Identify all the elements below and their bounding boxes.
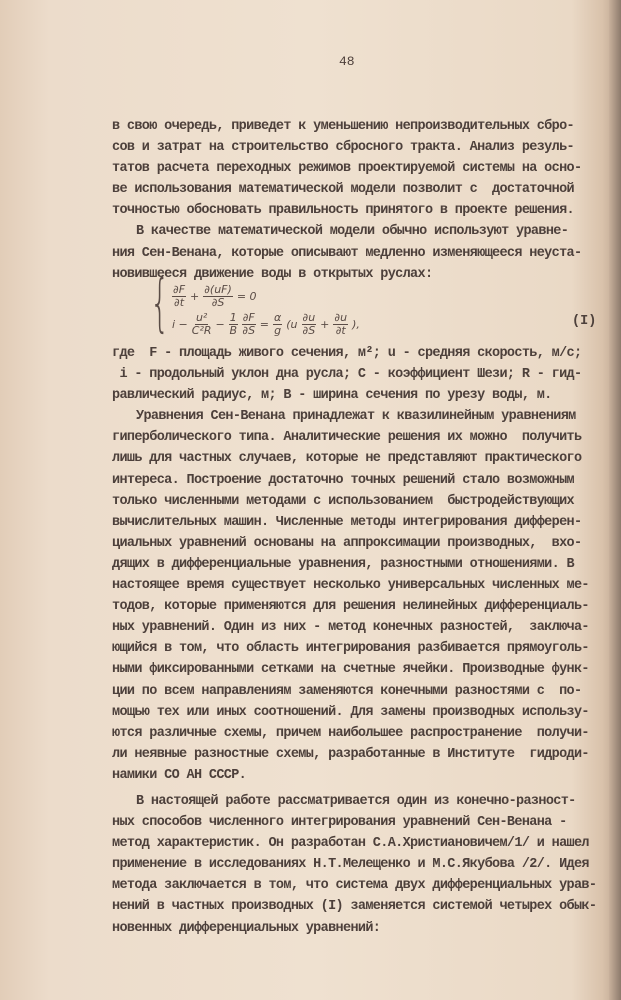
text-line: мощью тех или иных соотношений. Для замены производных использу- [112, 704, 589, 720]
text-line: гиперболического типа. Аналитические решения их можно получить [112, 430, 582, 446]
text-line: в свою очередь, приведет к уменьшению непроизводительных сбро- [112, 119, 574, 134]
frac-num: α [273, 311, 282, 324]
frac-num: ∂u [334, 311, 348, 324]
text-line: В настоящей работе рассматривается один из конечно-разност- [136, 794, 576, 809]
text-line: настоящее время существует несколько универсальных численных ме- [112, 578, 589, 594]
scan-edge-shadow [609, 0, 621, 1000]
text-line: точностью обосновать правильность принятого в проекте решения. [112, 203, 574, 219]
frac-den: C²R [191, 324, 212, 337]
frac-den: ∂S [302, 324, 316, 337]
frac-num: ∂F [242, 311, 255, 324]
text-line: где F - площадь живого сечения, м²; u - средняя скорость, м/с; [112, 346, 582, 361]
equation-brace: { [150, 266, 170, 339]
frac-den: ∂S [242, 324, 256, 337]
text-line: татов расчета переходных режимов проектируемой системы на осно- [112, 161, 582, 177]
term: (u [286, 318, 298, 331]
text-line: метод характеристик. Он разработан С.А.Христиановичем/1/ и нашел [112, 836, 589, 852]
equation-momentum [172, 312, 360, 337]
equation-continuity [172, 284, 257, 309]
operator: + [320, 318, 330, 331]
page-number: 48 [339, 54, 355, 69]
text-line: i - продольный уклон дна русла; C - коэффициент Шези; R - гид- [112, 367, 582, 383]
text-line: метода заключается в том, что система двух дифференциальных урав- [112, 878, 597, 894]
text-line: вычислительных машин. Численные методы интегрирования дифферен- [112, 514, 582, 530]
paragraph-block-main [112, 343, 602, 786]
frac-num: u² [195, 311, 208, 324]
text-line: ных уравнений. Один из них - метод конечных разностей, заключа- [112, 620, 589, 636]
rhs: = 0 [236, 290, 257, 303]
text-line: В качестве математической модели обычно используют уравне- [136, 224, 569, 240]
operator: + [190, 290, 200, 303]
text-line: намики СО АН СССР. [112, 767, 247, 783]
text-line: ются различные схемы, причем наибольшее распространение получи- [112, 725, 589, 741]
text-line: ли неявные разностные схемы, разработанные в Институте гидроди- [112, 746, 589, 762]
frac-den: ∂t [335, 324, 346, 337]
frac-den: B [229, 324, 237, 337]
frac-den: ∂S [211, 296, 225, 309]
operator: = [259, 318, 269, 331]
term: i − [172, 318, 188, 331]
frac-den: g [274, 324, 282, 337]
text-line: интереса. Построение достаточно точных решений стало возможным [112, 472, 574, 488]
text-line: Уравнения Сен-Венана принадлежат к квазилинейным уравнениям [136, 409, 576, 425]
text-line: ющийся в том, что область интегрирования разбивается прямоуголь- [112, 641, 589, 657]
text-line: нений в частных производных (I) заменяется системой четырех обык- [112, 899, 597, 915]
text-line: только численными методами с использованием быстродействующих [112, 493, 574, 509]
operator: − [215, 318, 225, 331]
text-line: сов и затрат на строительство сбросного тракта. Анализ резуль- [112, 140, 574, 156]
term: ), [352, 318, 360, 331]
frac-num: 1 [229, 311, 237, 324]
text-line: ции по всем направлениям заменяются конечными разностями с по- [112, 683, 582, 699]
frac-num: ∂u [302, 311, 316, 324]
frac-num: ∂F [173, 283, 186, 296]
frac-den: ∂t [174, 296, 185, 309]
text-line: ными фиксированными сетками на счетные ячейки. Производные функ- [112, 662, 589, 678]
text-line: лишь для частных случаев, которые не представляют практического [112, 451, 582, 467]
equation-number: (I) [572, 314, 597, 329]
text-line: тодов, которые применяются для решения нелинейных дифференциаль- [112, 599, 589, 615]
text-line: ве использования математической модели позволит с достаточной [112, 182, 574, 198]
frac-num: ∂(uF) [204, 283, 232, 296]
text-line: дящих в дифференциальные уравнения, разностными отношениями. В [112, 556, 574, 572]
text-line: новенных дифференциальных уравнений: [112, 920, 381, 936]
paragraph-block-intro [112, 116, 602, 285]
text-line: применение в исследованиях Н.Т.Мелещенко и М.С.Якубова /2/. Идея [112, 857, 589, 873]
text-line: циальных уравнений основаны на аппроксимации производных, вхо- [112, 535, 582, 551]
text-line: ния Сен-Венана, которые описывают медленно изменяющееся неуста- [112, 245, 582, 261]
text-line: новившееся движение воды в открытых руслах: [112, 266, 433, 282]
text-line: равлический радиус, м; B - ширина сечения по урезу воды, м. [112, 388, 552, 404]
paragraph-block-method [112, 791, 602, 939]
text-line: ных способов численного интегрирования уравнений Сен-Венана - [112, 815, 567, 831]
